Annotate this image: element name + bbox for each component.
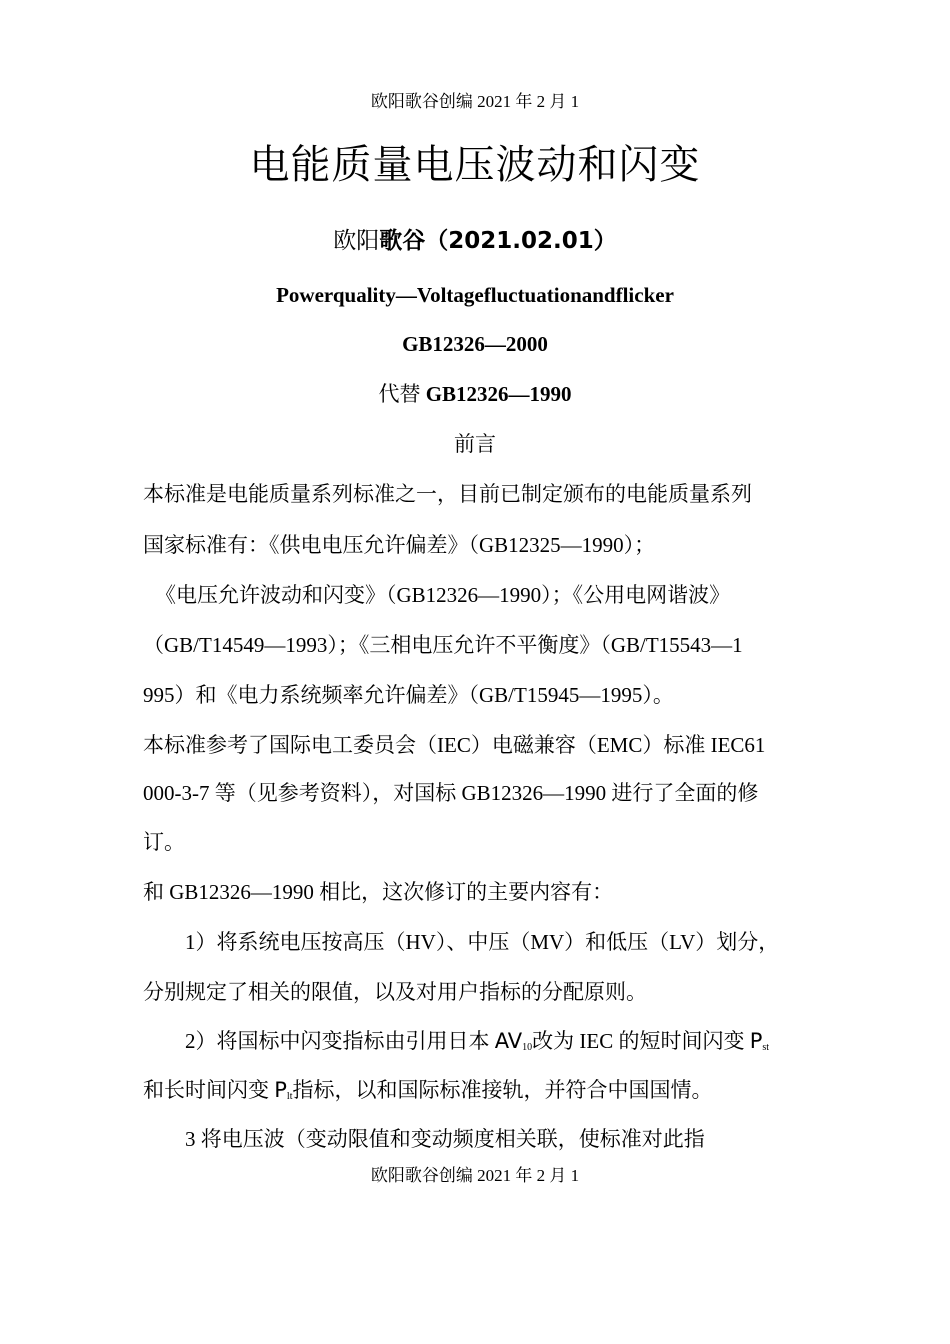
body-line-item-2-cont [143, 1077, 712, 1110]
pst-symbol: P [749, 1029, 763, 1053]
body-line: 本标准是电能质量系列标准之一，目前已制定颁布的电能质量系列 [143, 482, 752, 506]
item2-text-a: 2）将国标中闪变指标由引用日本 [185, 1029, 495, 1053]
author-name-bold: 歌谷（2021.02.01） [379, 228, 617, 254]
body-line-item-2 [185, 1028, 769, 1061]
body-line: （GB/T14549—1993）；《三相电压允许不平衡度》（GB/T15543—1 [143, 633, 743, 657]
body-line: 和 GB12326—1990 相比，这次修订的主要内容有： [143, 880, 614, 904]
item2-cont-text-a: 和长时间闪变 [143, 1078, 275, 1102]
standard-number-text: GB12326—2000 [402, 332, 548, 356]
plt-subscript: lt [286, 1091, 293, 1102]
av-symbol: AV [494, 1029, 523, 1053]
standard-number [0, 331, 950, 357]
page-header: 欧阳歌谷创编 2021 年 2 月 1 [370, 92, 580, 111]
pst-subscript: st [762, 1042, 770, 1053]
page-footer: 欧阳歌谷创编 2021 年 2 月 1 [370, 1166, 580, 1185]
plt-symbol: P [274, 1078, 287, 1102]
author-name-regular: 欧阳 [333, 228, 380, 254]
body-line-item-3: 3 将电压波（变动限值和变动频度相关联，使标准对此指 [185, 1127, 705, 1151]
english-title: Powerquality—Voltagefluctuationandflicker [276, 283, 674, 307]
body-line: 分别规定了相关的限值，以及对用户指标的分配原则。 [143, 980, 647, 1004]
body-line: 000-3-7 等（见参考资料），对国标 GB12326—1990 进行了全面的修 [143, 781, 759, 805]
item2-text-b: 改为 IEC 的短时间闪变 [532, 1029, 750, 1053]
body-line: 《电压允许波动和闪变》（GB12326—1990）；《公用电网谐波》 [155, 583, 731, 607]
author-line [0, 226, 950, 256]
body-line: 订。 [143, 830, 185, 854]
body-line: 995）和《电力系统频率允许偏差》（GB/T15945—1995）。 [143, 683, 674, 707]
item2-cont-text-b: 指标，以和国际标准接轨，并符合中国国情。 [292, 1078, 713, 1102]
av-subscript: 10 [522, 1042, 533, 1053]
replaces-number: GB12326—1990 [425, 382, 572, 406]
body-line: 本标准参考了国际电工委员会（IEC）电磁兼容（EMC）标准 IEC61 [143, 733, 766, 757]
replaces-prefix: 代替 [378, 382, 426, 406]
document-title: 电能质量电压波动和闪变 [249, 142, 701, 188]
replaces-line [0, 381, 950, 407]
preface-heading: 前言 [454, 432, 496, 456]
body-line: 国家标准有：《供电电压允许偏差》（GB12325—1990）； [143, 533, 656, 557]
body-line: 1）将系统电压按高压（HV）、中压（MV）和低压（LV）划分， [185, 930, 780, 954]
